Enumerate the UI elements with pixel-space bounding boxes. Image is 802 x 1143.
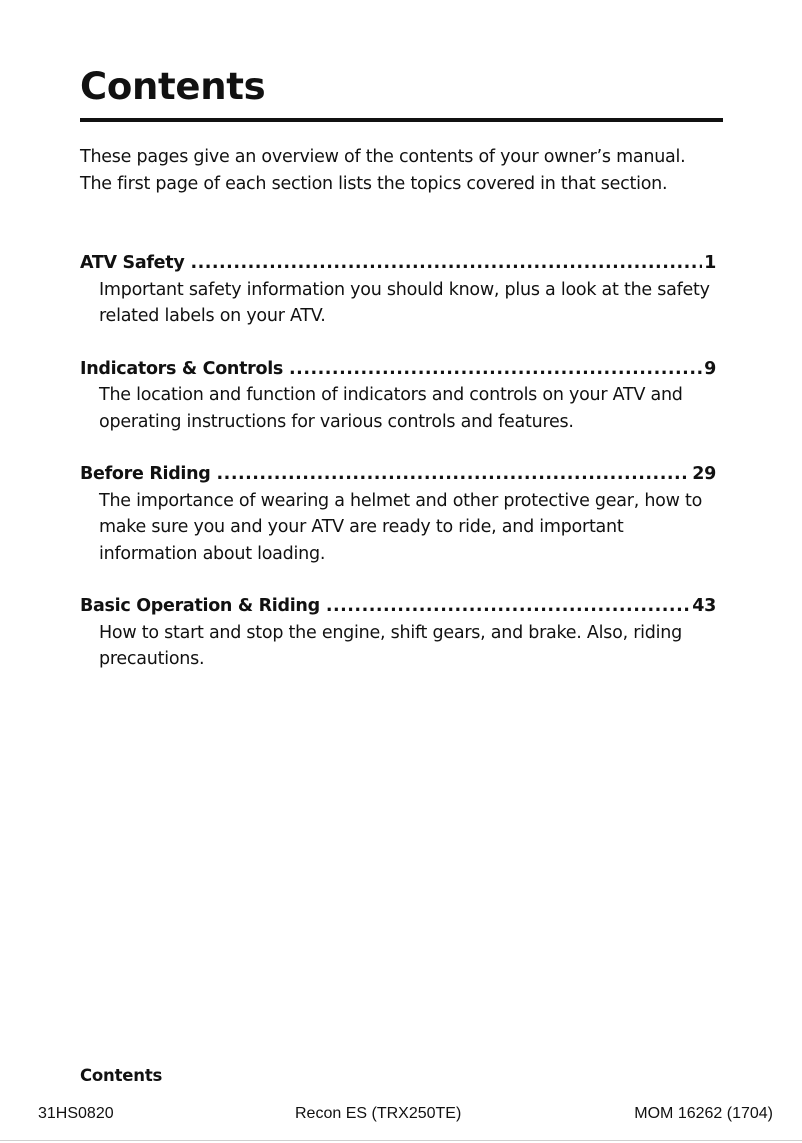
page-title: Contents bbox=[80, 65, 266, 108]
toc-heading[interactable] bbox=[80, 593, 716, 620]
toc-section-description: The location and function of indicators and controls on your ATV and operating instructions for various controls and features. bbox=[99, 385, 683, 432]
table-of-contents bbox=[80, 250, 716, 699]
toc-section-title: Basic Operation & Riding bbox=[80, 596, 320, 616]
toc-section-title: Before Riding bbox=[80, 464, 211, 484]
toc-entry-basic-operation[interactable] bbox=[80, 593, 716, 673]
footer-section-label: Contents bbox=[80, 1066, 163, 1085]
toc-heading[interactable] bbox=[80, 250, 716, 277]
toc-section-description: The importance of wearing a helmet and other protective gear, how to make sure you and your ATV are ready to ride, and important information about loading. bbox=[99, 490, 703, 564]
toc-section-description: Important safety information you should know, plus a look at the safety related labels on your ATV. bbox=[99, 279, 710, 326]
toc-section-title: Indicators & Controls bbox=[80, 358, 284, 379]
intro-line-overview: These pages give an overview of the contents of your owner’s manual. bbox=[80, 147, 686, 167]
title-divider bbox=[80, 118, 723, 122]
toc-page-number: 1 bbox=[704, 253, 716, 273]
toc-entry-before-riding[interactable] bbox=[80, 461, 716, 567]
footer-part-number: 31HS0820 bbox=[38, 1105, 114, 1122]
footer-manual-code: MOM 16262 (1704) bbox=[634, 1105, 773, 1122]
toc-dot-leader bbox=[217, 461, 691, 488]
toc-dot-leader bbox=[289, 356, 702, 383]
toc-page-number: 9 bbox=[704, 358, 716, 379]
page-bottom-edge bbox=[0, 1140, 802, 1141]
toc-section-description: How to start and stop the engine, shift gears, and brake. Also, riding precautions. bbox=[99, 622, 682, 669]
toc-entry-atv-safety[interactable] bbox=[80, 250, 716, 330]
toc-section-title: ATV Safety bbox=[80, 253, 185, 273]
toc-page-number: 29 bbox=[692, 464, 716, 484]
footer-model: Recon ES (TRX250TE) bbox=[295, 1105, 462, 1122]
toc-heading[interactable] bbox=[80, 356, 716, 383]
toc-dot-leader bbox=[190, 250, 702, 277]
intro-text bbox=[80, 144, 725, 197]
toc-heading[interactable] bbox=[80, 461, 716, 488]
intro-line-section-note: The first page of each section lists the topics covered in that section. bbox=[80, 173, 668, 194]
toc-entry-indicators-controls[interactable] bbox=[80, 356, 716, 436]
toc-page-number: 43 bbox=[692, 596, 716, 616]
toc-dot-leader bbox=[326, 593, 690, 620]
